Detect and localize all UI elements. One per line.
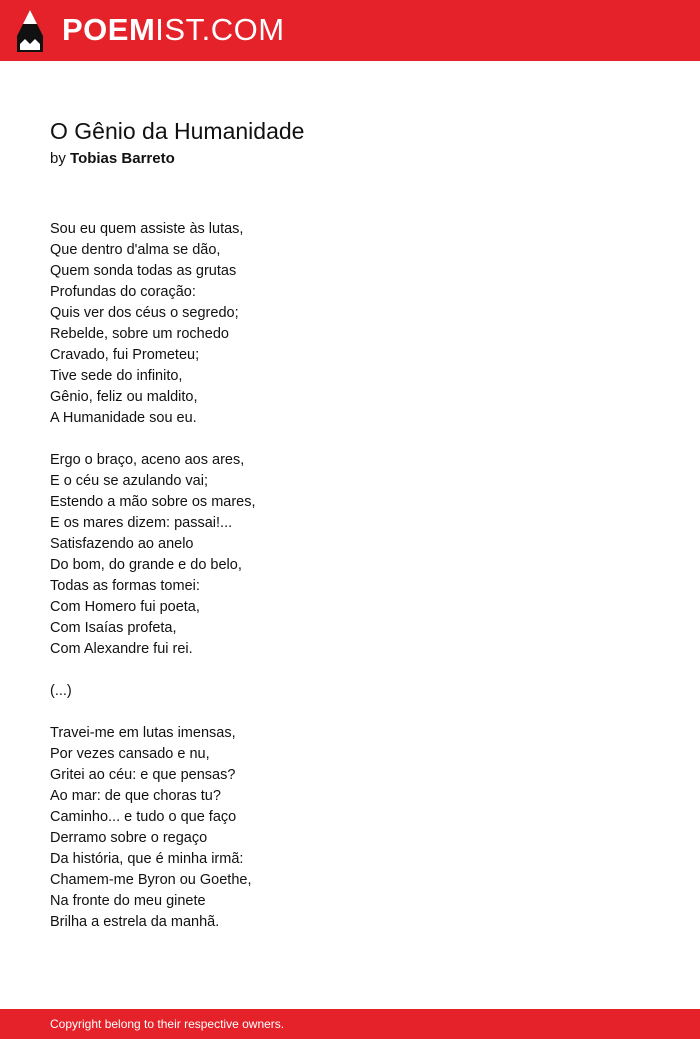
poem-line: A Humanidade sou eu.	[50, 410, 197, 426]
poem-line: E os mares dizem: passai!...	[50, 515, 233, 531]
poem-line: Ergo o braço, aceno aos ares,	[50, 452, 245, 468]
poem-stanza	[50, 681, 650, 702]
poem-line: Ao mar: de que choras tu?	[50, 788, 221, 804]
poem-line: Cravado, fui Prometeu;	[50, 347, 200, 363]
brand-light-text: IST.COM	[155, 12, 285, 47]
poem-line: Com Isaías profeta,	[50, 620, 177, 636]
poem-line: Estendo a mão sobre os mares,	[50, 494, 256, 510]
poem-line: Rebelde, sobre um rochedo	[50, 326, 229, 342]
stanza-gap	[50, 429, 650, 450]
poem-line: Por vezes cansado e nu,	[50, 746, 210, 762]
poem-line: Na fronte do meu ginete	[50, 893, 206, 909]
copyright-text: Copyright belong to their respective owners.	[50, 1017, 285, 1031]
poem-line: Da história, que é minha irmã:	[50, 851, 244, 867]
brand-bold-text: POEM	[62, 12, 156, 47]
site-header	[0, 0, 700, 61]
poem-line: Do bom, do grande e do belo,	[50, 557, 242, 573]
poem-stanza	[50, 219, 650, 429]
poem-line: E o céu se azulando vai;	[50, 473, 208, 489]
poem-line: Com Alexandre fui rei.	[50, 641, 193, 657]
poem-stanza	[50, 450, 650, 660]
poem-author: Tobias Barreto	[70, 150, 175, 167]
poem-line: Profundas do coração:	[50, 284, 196, 300]
poem-line: Brilha a estrela da manhã.	[50, 914, 220, 930]
poem-line: Com Homero fui poeta,	[50, 599, 200, 615]
poem-line: Travei-me em lutas imensas,	[50, 725, 236, 741]
poem-line: Que dentro d'alma se dão,	[50, 242, 221, 258]
poem-line: Derramo sobre o regaço	[50, 830, 208, 846]
poem-line: Chamem-me Byron ou Goethe,	[50, 872, 252, 888]
by-label: by	[50, 150, 66, 167]
poem-line: Satisfazendo ao anelo	[50, 536, 194, 552]
poem-line: Gênio, feliz ou maldito,	[50, 389, 198, 405]
site-footer	[0, 1009, 700, 1039]
poem-byline	[50, 149, 175, 169]
poem-line: Todas as formas tomei:	[50, 578, 200, 594]
site-logo-text[interactable]	[62, 12, 285, 48]
stanza-gap	[50, 702, 650, 723]
pencil-logo-icon[interactable]	[17, 10, 43, 52]
poem-body	[50, 219, 650, 933]
stanza-gap	[50, 660, 650, 681]
poem-line: (...)	[50, 683, 72, 699]
poem-line: Quem sonda todas as grutas	[50, 263, 237, 279]
poem-line: Sou eu quem assiste às lutas,	[50, 221, 244, 237]
poem-line: Caminho... e tudo o que faço	[50, 809, 237, 825]
poem-line: Quis ver dos céus o segredo;	[50, 305, 239, 321]
poem-line: Tive sede do infinito,	[50, 368, 183, 384]
poem-stanza	[50, 723, 650, 933]
poem-title: O Gênio da Humanidade	[50, 118, 305, 144]
poem-line: Gritei ao céu: e que pensas?	[50, 767, 236, 783]
